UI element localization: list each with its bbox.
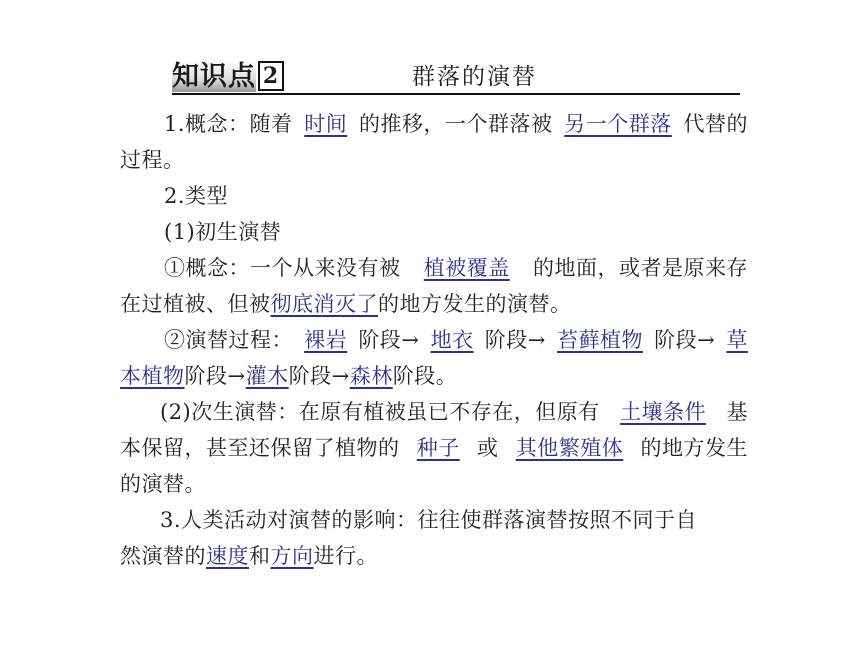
text: 阶段。: [392, 364, 458, 388]
text: 的演替。: [120, 472, 206, 496]
primary-succession-heading: [120, 214, 748, 250]
text: 的地面，或者是原来存: [533, 256, 748, 280]
answer-herb-end: 本植物: [120, 364, 185, 388]
text: 和: [249, 544, 271, 568]
text: 或: [477, 436, 499, 460]
text: 阶段→: [654, 328, 716, 352]
human-impact-line-2: [120, 538, 748, 574]
knowledge-point-text: 知识点: [172, 61, 256, 92]
text: 然演替的: [120, 544, 206, 568]
text: 的推移，一个群落被: [359, 112, 553, 136]
text: 3.人类活动对演替的影响：往往使群落演替按照不同于自: [160, 508, 698, 532]
knowledge-point-label: [172, 60, 284, 94]
text: 的地方发生: [640, 436, 748, 460]
answer-another-community: 另一个群落: [564, 112, 672, 136]
text: 本保留，甚至还保留了植物的: [120, 436, 400, 460]
text: 代替的: [683, 112, 748, 136]
text: 阶段→: [484, 328, 546, 352]
process-line-2: [120, 358, 748, 394]
answer-direction: 方向: [270, 544, 314, 568]
text: 阶段→: [288, 364, 350, 388]
human-impact-line-1: [120, 502, 748, 538]
text: ②演替过程：: [164, 328, 293, 352]
secondary-line-1: [120, 394, 748, 430]
types-heading: [120, 178, 748, 214]
answer-soil-conditions: 土壤条件: [620, 400, 707, 424]
secondary-line-3: [120, 466, 748, 502]
text: 进行。: [313, 544, 378, 568]
secondary-line-2: [120, 430, 748, 466]
text: 基: [726, 400, 748, 424]
concept-line-2: [120, 142, 748, 178]
primary-concept-line-1: [120, 250, 748, 286]
content-body: [120, 106, 748, 574]
answer-seeds: 种子: [416, 436, 460, 460]
process-line-1: [120, 322, 748, 358]
primary-concept-line-2: [120, 286, 748, 322]
section-title: 群落的演替: [412, 64, 537, 90]
concept-line-1: [120, 106, 748, 142]
text: ①概念：一个从来没有被: [164, 256, 401, 280]
text: 2.类型: [164, 184, 229, 208]
text: 过程。: [120, 148, 185, 172]
knowledge-point-number: 2: [258, 61, 284, 91]
text: 阶段→: [184, 364, 246, 388]
text: 1.概念：随着: [164, 112, 293, 136]
answer-time: 时间: [304, 112, 348, 136]
answer-completely-destroyed: 彻底消灭了: [270, 292, 378, 316]
answer-vegetation-cover: 植被覆盖: [423, 256, 510, 280]
answer-bare-rock: 裸岩: [304, 328, 348, 352]
answer-forest: 森林: [349, 364, 393, 388]
answer-shrub: 灌木: [245, 364, 289, 388]
text: 的地方发生的演替。: [378, 292, 572, 316]
answer-herb-start: 草: [726, 328, 748, 352]
answer-speed: 速度: [206, 544, 249, 568]
text: (1)初生演替: [164, 220, 282, 244]
text: 在过植被、但被: [120, 292, 271, 316]
header-rule: [172, 93, 740, 95]
answer-moss: 苔藓植物: [557, 328, 643, 352]
text: 阶段→: [358, 328, 420, 352]
answer-propagules: 其他繁殖体: [515, 436, 624, 460]
section-header: [172, 60, 740, 96]
answer-lichen: 地衣: [430, 328, 474, 352]
text: (2)次生演替：在原有植被虽已不存在，但原有: [160, 400, 600, 424]
